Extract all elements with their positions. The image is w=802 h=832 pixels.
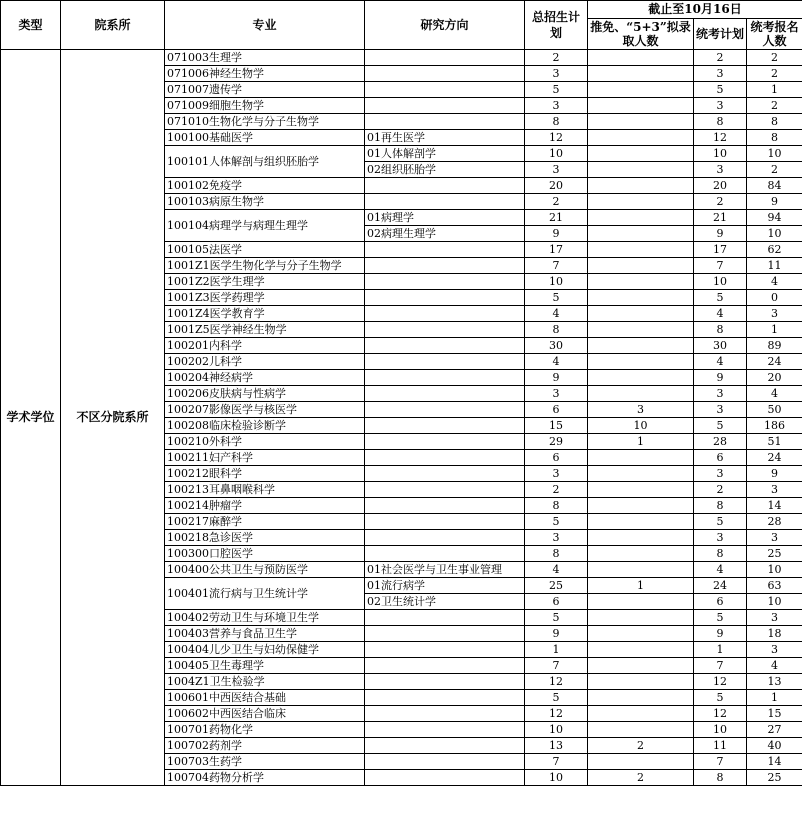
exam-plan-cell: 2	[694, 482, 747, 498]
exam-plan-cell: 9	[694, 226, 747, 242]
total-plan-cell: 9	[525, 626, 588, 642]
total-plan-cell: 5	[525, 690, 588, 706]
direction-cell	[365, 770, 525, 786]
total-plan-cell: 3	[525, 530, 588, 546]
recommended-cell	[588, 514, 694, 530]
major-cell: 100402劳动卫生与环境卫生学	[165, 610, 365, 626]
major-cell: 1001Z4医学教育学	[165, 306, 365, 322]
exam-applicants-cell: 1	[747, 82, 802, 98]
exam-applicants-cell: 51	[747, 434, 802, 450]
direction-cell	[365, 514, 525, 530]
total-plan-cell: 3	[525, 466, 588, 482]
exam-plan-cell: 6	[694, 450, 747, 466]
recommended-cell	[588, 594, 694, 610]
major-cell: 100100基础医学	[165, 130, 365, 146]
exam-applicants-cell: 24	[747, 450, 802, 466]
recommended-cell	[588, 690, 694, 706]
exam-applicants-cell: 10	[747, 226, 802, 242]
recommended-cell	[588, 354, 694, 370]
total-plan-cell: 12	[525, 706, 588, 722]
recommended-cell: 10	[588, 418, 694, 434]
total-plan-cell: 10	[525, 722, 588, 738]
exam-applicants-cell: 8	[747, 130, 802, 146]
total-plan-cell: 12	[525, 674, 588, 690]
total-plan-cell: 2	[525, 482, 588, 498]
total-plan-cell: 6	[525, 402, 588, 418]
recommended-cell	[588, 530, 694, 546]
direction-cell	[365, 530, 525, 546]
total-plan-cell: 8	[525, 546, 588, 562]
direction-cell	[365, 370, 525, 386]
exam-plan-cell: 17	[694, 242, 747, 258]
exam-plan-cell: 5	[694, 418, 747, 434]
major-cell: 100401流行病与卫生统计学	[165, 578, 365, 610]
total-plan-cell: 25	[525, 578, 588, 594]
exam-plan-cell: 2	[694, 50, 747, 66]
major-cell: 100101人体解剖与组织胚胎学	[165, 146, 365, 178]
major-cell: 100702药剂学	[165, 738, 365, 754]
exam-plan-cell: 4	[694, 562, 747, 578]
direction-cell	[365, 354, 525, 370]
major-cell: 100601中西医结合基础	[165, 690, 365, 706]
exam-applicants-cell: 9	[747, 466, 802, 482]
major-cell: 100204神经病学	[165, 370, 365, 386]
header-total-plan: 总招生计划	[525, 1, 588, 50]
exam-plan-cell: 21	[694, 210, 747, 226]
total-plan-cell: 7	[525, 754, 588, 770]
major-cell: 100404儿少卫生与妇幼保健学	[165, 642, 365, 658]
total-plan-cell: 13	[525, 738, 588, 754]
total-plan-cell: 21	[525, 210, 588, 226]
exam-applicants-cell: 1	[747, 322, 802, 338]
exam-plan-cell: 8	[694, 770, 747, 786]
exam-plan-cell: 8	[694, 498, 747, 514]
major-cell: 100202儿科学	[165, 354, 365, 370]
major-cell: 071007遗传学	[165, 82, 365, 98]
total-plan-cell: 10	[525, 146, 588, 162]
major-cell: 100217麻醉学	[165, 514, 365, 530]
recommended-cell	[588, 338, 694, 354]
major-cell: 071010生物化学与分子生物学	[165, 114, 365, 130]
major-cell: 100210外科学	[165, 434, 365, 450]
exam-applicants-cell: 14	[747, 754, 802, 770]
exam-plan-cell: 1	[694, 642, 747, 658]
exam-applicants-cell: 1	[747, 690, 802, 706]
direction-cell	[365, 290, 525, 306]
exam-plan-cell: 5	[694, 514, 747, 530]
direction-cell: 01再生医学	[365, 130, 525, 146]
major-cell: 1001Z1医学生物化学与分子生物学	[165, 258, 365, 274]
total-plan-cell: 30	[525, 338, 588, 354]
total-plan-cell: 8	[525, 498, 588, 514]
total-plan-cell: 2	[525, 50, 588, 66]
direction-cell: 02病理生理学	[365, 226, 525, 242]
major-cell: 100704药物分析学	[165, 770, 365, 786]
recommended-cell	[588, 258, 694, 274]
major-cell: 100105法医学	[165, 242, 365, 258]
exam-plan-cell: 28	[694, 434, 747, 450]
direction-cell	[365, 402, 525, 418]
direction-cell	[365, 466, 525, 482]
total-plan-cell: 3	[525, 98, 588, 114]
exam-plan-cell: 3	[694, 386, 747, 402]
exam-applicants-cell: 25	[747, 770, 802, 786]
exam-applicants-cell: 24	[747, 354, 802, 370]
recommended-cell	[588, 306, 694, 322]
exam-applicants-cell: 50	[747, 402, 802, 418]
exam-applicants-cell: 62	[747, 242, 802, 258]
total-plan-cell: 17	[525, 242, 588, 258]
exam-applicants-cell: 20	[747, 370, 802, 386]
exam-plan-cell: 3	[694, 530, 747, 546]
exam-applicants-cell: 2	[747, 162, 802, 178]
exam-plan-cell: 3	[694, 66, 747, 82]
exam-plan-cell: 10	[694, 274, 747, 290]
exam-plan-cell: 8	[694, 546, 747, 562]
exam-plan-cell: 5	[694, 290, 747, 306]
direction-cell	[365, 82, 525, 98]
exam-plan-cell: 3	[694, 162, 747, 178]
recommended-cell	[588, 50, 694, 66]
total-plan-cell: 5	[525, 610, 588, 626]
recommended-cell	[588, 226, 694, 242]
exam-applicants-cell: 2	[747, 66, 802, 82]
exam-applicants-cell: 3	[747, 530, 802, 546]
recommended-cell	[588, 674, 694, 690]
exam-applicants-cell: 89	[747, 338, 802, 354]
major-cell: 071009细胞生物学	[165, 98, 365, 114]
recommended-cell	[588, 658, 694, 674]
major-cell: 1001Z5医学神经生物学	[165, 322, 365, 338]
exam-applicants-cell: 13	[747, 674, 802, 690]
direction-cell	[365, 498, 525, 514]
exam-applicants-cell: 3	[747, 306, 802, 322]
total-plan-cell: 7	[525, 258, 588, 274]
direction-cell: 02卫生统计学	[365, 594, 525, 610]
direction-cell	[365, 194, 525, 210]
exam-applicants-cell: 10	[747, 594, 802, 610]
recommended-cell	[588, 290, 694, 306]
exam-applicants-cell: 3	[747, 482, 802, 498]
recommended-cell	[588, 610, 694, 626]
direction-cell	[365, 242, 525, 258]
exam-plan-cell: 4	[694, 354, 747, 370]
total-plan-cell: 7	[525, 658, 588, 674]
recommended-cell	[588, 370, 694, 386]
exam-applicants-cell: 84	[747, 178, 802, 194]
major-cell: 100201内科学	[165, 338, 365, 354]
direction-cell	[365, 626, 525, 642]
total-plan-cell: 5	[525, 290, 588, 306]
recommended-cell	[588, 146, 694, 162]
direction-cell	[365, 386, 525, 402]
exam-plan-cell: 12	[694, 674, 747, 690]
recommended-cell	[588, 466, 694, 482]
exam-applicants-cell: 4	[747, 386, 802, 402]
total-plan-cell: 8	[525, 114, 588, 130]
major-cell: 100218急诊医学	[165, 530, 365, 546]
exam-plan-cell: 5	[694, 610, 747, 626]
major-cell: 100405卫生毒理学	[165, 658, 365, 674]
recommended-cell: 2	[588, 770, 694, 786]
major-cell: 100214肿瘤学	[165, 498, 365, 514]
exam-plan-cell: 2	[694, 194, 747, 210]
table-body	[1, 50, 802, 786]
exam-plan-cell: 3	[694, 466, 747, 482]
recommended-cell: 1	[588, 434, 694, 450]
recommended-cell	[588, 754, 694, 770]
exam-plan-cell: 6	[694, 594, 747, 610]
major-cell: 100403营养与食品卫生学	[165, 626, 365, 642]
total-plan-cell: 5	[525, 82, 588, 98]
total-plan-cell: 3	[525, 66, 588, 82]
exam-plan-cell: 7	[694, 754, 747, 770]
header-department: 院系所	[61, 1, 165, 50]
major-cell: 1001Z3医学药理学	[165, 290, 365, 306]
recommended-cell	[588, 562, 694, 578]
recommended-cell	[588, 642, 694, 658]
direction-cell	[365, 674, 525, 690]
direction-cell	[365, 50, 525, 66]
direction-cell	[365, 722, 525, 738]
exam-plan-cell: 8	[694, 114, 747, 130]
exam-applicants-cell: 10	[747, 146, 802, 162]
exam-applicants-cell: 0	[747, 290, 802, 306]
exam-applicants-cell: 14	[747, 498, 802, 514]
exam-applicants-cell: 4	[747, 274, 802, 290]
recommended-cell	[588, 130, 694, 146]
major-cell: 100207影像医学与核医学	[165, 402, 365, 418]
recommended-cell	[588, 626, 694, 642]
direction-cell	[365, 546, 525, 562]
exam-applicants-cell: 63	[747, 578, 802, 594]
header-direction: 研究方向	[365, 1, 525, 50]
recommended-cell	[588, 498, 694, 514]
major-cell: 100213耳鼻咽喉科学	[165, 482, 365, 498]
exam-plan-cell: 12	[694, 706, 747, 722]
exam-plan-cell: 20	[694, 178, 747, 194]
exam-applicants-cell: 11	[747, 258, 802, 274]
direction-cell	[365, 706, 525, 722]
header-exam-applicants: 统考报名人数	[747, 19, 802, 50]
direction-cell	[365, 450, 525, 466]
direction-cell: 01病理学	[365, 210, 525, 226]
total-plan-cell: 10	[525, 274, 588, 290]
direction-cell	[365, 418, 525, 434]
exam-applicants-cell: 40	[747, 738, 802, 754]
direction-cell	[365, 114, 525, 130]
major-cell: 100400公共卫生与预防医学	[165, 562, 365, 578]
exam-plan-cell: 9	[694, 626, 747, 642]
exam-plan-cell: 12	[694, 130, 747, 146]
total-plan-cell: 4	[525, 306, 588, 322]
exam-applicants-cell: 8	[747, 114, 802, 130]
recommended-cell	[588, 242, 694, 258]
recommended-cell	[588, 386, 694, 402]
recommended-cell	[588, 546, 694, 562]
recommended-cell	[588, 194, 694, 210]
direction-cell	[365, 258, 525, 274]
exam-applicants-cell: 27	[747, 722, 802, 738]
total-plan-cell: 12	[525, 130, 588, 146]
header-major: 专业	[165, 1, 365, 50]
direction-cell	[365, 610, 525, 626]
major-cell: 100104病理学与病理生理学	[165, 210, 365, 242]
total-plan-cell: 6	[525, 450, 588, 466]
major-cell: 100103病原生物学	[165, 194, 365, 210]
major-cell: 071003生理学	[165, 50, 365, 66]
total-plan-cell: 8	[525, 322, 588, 338]
direction-cell	[365, 274, 525, 290]
exam-applicants-cell: 4	[747, 658, 802, 674]
exam-plan-cell: 3	[694, 402, 747, 418]
exam-applicants-cell: 9	[747, 194, 802, 210]
recommended-cell	[588, 178, 694, 194]
exam-plan-cell: 5	[694, 82, 747, 98]
recommended-cell	[588, 722, 694, 738]
type-cell: 学术学位	[1, 50, 61, 786]
recommended-cell	[588, 450, 694, 466]
recommended-cell: 3	[588, 402, 694, 418]
recommended-cell	[588, 322, 694, 338]
direction-cell: 01人体解剖学	[365, 146, 525, 162]
header-recommended: 推免、“5+3”拟录取人数	[588, 19, 694, 50]
table-header	[1, 1, 802, 50]
exam-applicants-cell: 2	[747, 50, 802, 66]
table-row	[1, 50, 802, 66]
header-exam-plan: 统考计划	[694, 19, 747, 50]
major-cell: 100703生药学	[165, 754, 365, 770]
direction-cell	[365, 754, 525, 770]
exam-plan-cell: 10	[694, 722, 747, 738]
exam-applicants-cell: 2	[747, 98, 802, 114]
exam-applicants-cell: 186	[747, 418, 802, 434]
major-cell: 100211妇产科学	[165, 450, 365, 466]
recommended-cell	[588, 706, 694, 722]
total-plan-cell: 15	[525, 418, 588, 434]
major-cell: 1004Z1卫生检验学	[165, 674, 365, 690]
recommended-cell	[588, 66, 694, 82]
exam-applicants-cell: 28	[747, 514, 802, 530]
total-plan-cell: 20	[525, 178, 588, 194]
direction-cell	[365, 66, 525, 82]
exam-plan-cell: 4	[694, 306, 747, 322]
total-plan-cell: 1	[525, 642, 588, 658]
exam-applicants-cell: 15	[747, 706, 802, 722]
exam-applicants-cell: 94	[747, 210, 802, 226]
major-cell: 100102免疫学	[165, 178, 365, 194]
direction-cell	[365, 658, 525, 674]
exam-plan-cell: 5	[694, 690, 747, 706]
exam-applicants-cell: 3	[747, 610, 802, 626]
exam-plan-cell: 8	[694, 322, 747, 338]
direction-cell	[365, 482, 525, 498]
recommended-cell	[588, 162, 694, 178]
recommended-cell	[588, 98, 694, 114]
major-cell: 100300口腔医学	[165, 546, 365, 562]
major-cell: 100206皮肤病与性病学	[165, 386, 365, 402]
exam-plan-cell: 11	[694, 738, 747, 754]
direction-cell	[365, 690, 525, 706]
exam-plan-cell: 30	[694, 338, 747, 354]
recommended-cell: 1	[588, 578, 694, 594]
major-cell: 1001Z2医学生理学	[165, 274, 365, 290]
header-type: 类型	[1, 1, 61, 50]
header-deadline: 截止至10月16日	[588, 1, 802, 19]
recommended-cell	[588, 114, 694, 130]
direction-cell	[365, 178, 525, 194]
exam-applicants-cell: 10	[747, 562, 802, 578]
total-plan-cell: 9	[525, 370, 588, 386]
direction-cell	[365, 738, 525, 754]
direction-cell	[365, 338, 525, 354]
total-plan-cell: 10	[525, 770, 588, 786]
exam-plan-cell: 9	[694, 370, 747, 386]
recommended-cell	[588, 210, 694, 226]
exam-applicants-cell: 25	[747, 546, 802, 562]
exam-plan-cell: 7	[694, 258, 747, 274]
recommended-cell	[588, 82, 694, 98]
direction-cell: 01社会医学与卫生事业管理	[365, 562, 525, 578]
total-plan-cell: 6	[525, 594, 588, 610]
total-plan-cell: 3	[525, 162, 588, 178]
direction-cell	[365, 642, 525, 658]
direction-cell: 01流行病学	[365, 578, 525, 594]
major-cell: 071006神经生物学	[165, 66, 365, 82]
exam-plan-cell: 10	[694, 146, 747, 162]
direction-cell	[365, 98, 525, 114]
recommended-cell: 2	[588, 738, 694, 754]
total-plan-cell: 5	[525, 514, 588, 530]
major-cell: 100602中西医结合临床	[165, 706, 365, 722]
total-plan-cell: 9	[525, 226, 588, 242]
exam-applicants-cell: 18	[747, 626, 802, 642]
total-plan-cell: 2	[525, 194, 588, 210]
total-plan-cell: 29	[525, 434, 588, 450]
direction-cell	[365, 322, 525, 338]
exam-plan-cell: 7	[694, 658, 747, 674]
recommended-cell	[588, 274, 694, 290]
major-cell: 100701药物化学	[165, 722, 365, 738]
major-cell: 100208临床检验诊断学	[165, 418, 365, 434]
exam-plan-cell: 3	[694, 98, 747, 114]
exam-plan-cell: 24	[694, 578, 747, 594]
total-plan-cell: 4	[525, 562, 588, 578]
direction-cell: 02组织胚胎学	[365, 162, 525, 178]
major-cell: 100212眼科学	[165, 466, 365, 482]
department-cell: 不区分院系所	[61, 50, 165, 786]
recommended-cell	[588, 482, 694, 498]
direction-cell	[365, 434, 525, 450]
direction-cell	[365, 306, 525, 322]
total-plan-cell: 4	[525, 354, 588, 370]
total-plan-cell: 3	[525, 386, 588, 402]
exam-applicants-cell: 3	[747, 642, 802, 658]
